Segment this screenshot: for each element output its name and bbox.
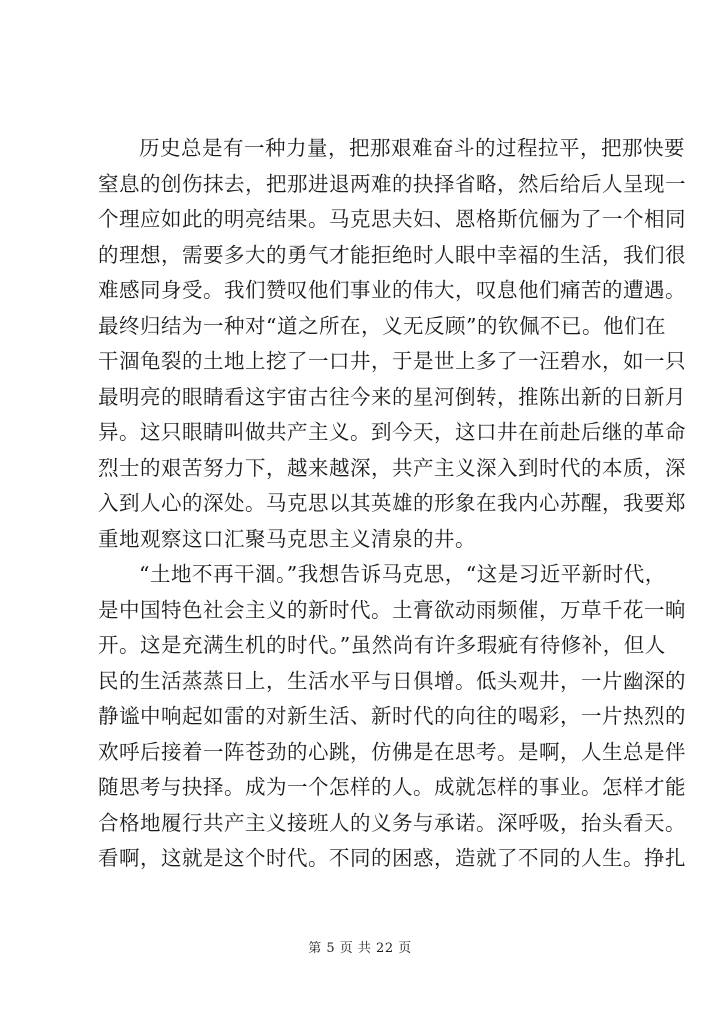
- page-number-footer: 第 5 页 共 22 页: [308, 941, 412, 956]
- paragraph-2-line-3: 开。这是充满生机的时代。”虽然尚有许多瑕疵有待修补，但人: [98, 633, 666, 657]
- paragraph-1-line-4: 的理想，需要多大的勇气才能拒绝时人眼中幸福的生活，我们很: [98, 242, 686, 267]
- paragraph-2-line-7: 随思考与抉择。成为一个怎样的人。成就怎样的事业。怎样才能: [98, 775, 686, 799]
- paragraph-2-line-2: 是中国特色社会主义的新时代。土膏欲动雨频催，万草千花一晌: [98, 597, 686, 622]
- paragraph-1-line-7: 干涸龟裂的土地上挖了一口井，于是世上多了一汪碧水，如一只: [98, 349, 686, 373]
- paragraph-1-line-5: 难感同身受。我们赞叹他们事业的伟大，叹息他们痛苦的遭遇。: [98, 278, 686, 302]
- paragraph-1-line-9: 异。这只眼睛叫做共产主义。到今天，这口井在前赴后继的革命: [98, 420, 686, 444]
- paragraph-2-line-8: 合格地履行共产主义接班人的义务与承诺。深呼吸，抬头看天。: [98, 810, 686, 835]
- paragraph-1-line-11: 入到人心的深处。马克思以其英雄的形象在我内心苏醒，我要郑: [98, 491, 686, 515]
- paragraph-1-line-8: 最明亮的眼睛看这宇宙古往今来的星河倒转，推陈出新的日新月: [98, 384, 686, 409]
- paragraph-2-line-9: 看啊，这就是这个时代。不同的困惑，造就了不同的人生。挣扎: [98, 846, 686, 870]
- paragraph-2-line-6: 欢呼后接着一阵苍劲的心跳，仿佛是在思考。是啊，人生总是伴: [98, 739, 686, 764]
- paragraph-1-line-3: 个理应如此的明亮结果。马克思夫妇、恩格斯伉俪为了一个相同: [98, 207, 686, 231]
- paragraph-1-line-2: 窒息的创伤抹去，把那进退两难的抉择省略，然后给后人呈现一: [98, 171, 686, 196]
- paragraph-1-line-12: 重地观察这口汇聚马克思主义清泉的井。: [98, 526, 476, 551]
- paragraph-1-line-10: 烈士的艰苦努力下，越来越深，共产主义深入到时代的本质，深: [98, 455, 686, 480]
- paragraph-2-line-4: 民的生活蒸蒸日上，生活水平与日俱增。低头观井，一片幽深的: [98, 668, 686, 693]
- body-text: [98, 131, 686, 877]
- paragraph-2-line-1: “土地不再干涸。”我想告诉马克思，“这是习近平新时代，: [139, 562, 666, 586]
- paragraph-1-line-1: 历史总是有一种力量，把那艰难奋斗的过程拉平，把那快要: [139, 136, 685, 160]
- paragraph-2-line-5: 静谧中响起如雷的对新生活、新时代的向往的喝彩，一片热烈的: [98, 704, 686, 728]
- paragraph-1-line-6: 最终归结为一种对“道之所在，义无反顾”的钦佩不已。他们在: [98, 313, 666, 338]
